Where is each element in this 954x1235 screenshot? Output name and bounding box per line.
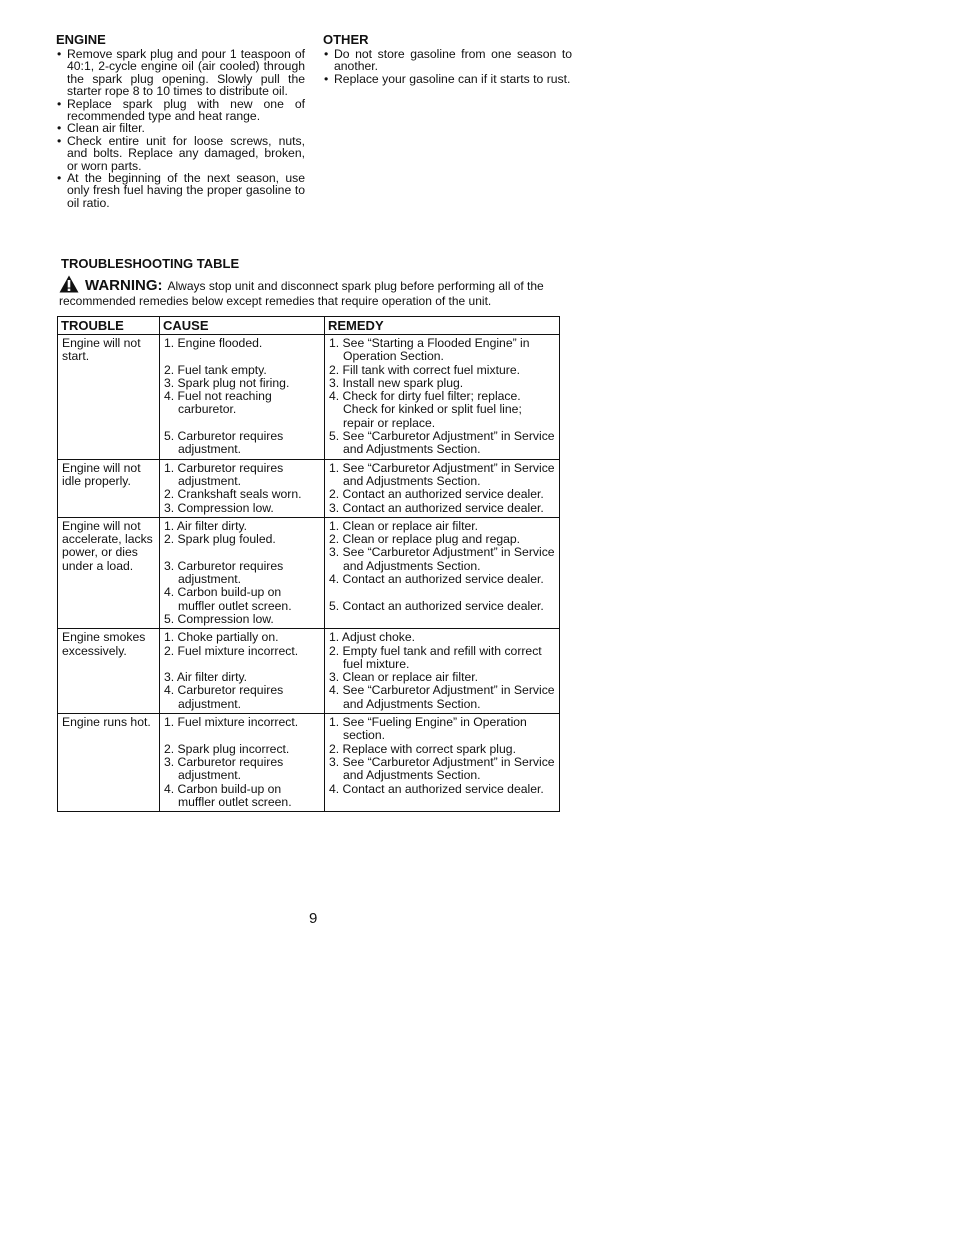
spacer — [164, 729, 321, 742]
cause-item: 2. Fuel mixture incorrect. — [164, 643, 299, 658]
trouble-cell: Engine will not idle properly. — [58, 459, 160, 517]
remedy-item: 2. Contact an authorized service dealer. — [329, 487, 544, 502]
page-number: 9 — [309, 910, 318, 927]
other-section — [323, 32, 572, 85]
remedy-cell — [325, 459, 560, 517]
remedy-item: 1. Clean or replace air filter. — [329, 518, 479, 533]
spacer — [164, 546, 321, 559]
cause-item: 1. Air filter dirty. — [164, 518, 248, 533]
header-cause: CAUSE — [160, 317, 325, 335]
warning-label: WARNING: — [85, 277, 163, 294]
warning-text: Always stop unit and disconnect spark plug before performing all of the recommended remedies below except remedies that require operation of the unit. — [59, 279, 544, 308]
remedy-cell — [325, 629, 560, 714]
warning-triangle-icon — [59, 275, 79, 293]
remedy-item: 1. See “Starting a Flooded Engine” in Operation Section. — [329, 336, 530, 364]
remedy-item: 3. See “Carburetor Adjustment” in Service and Adjustments Section. — [329, 754, 555, 783]
cause-item: 3. Air filter dirty. — [164, 670, 248, 685]
cause-item: 3. Carburetor requires adjustment. — [164, 754, 284, 783]
remedy-item: 4. See “Carburetor Adjustment” in Service and Adjustments Section. — [329, 683, 555, 711]
cause-item: 3. Carburetor requires adjustment. — [164, 558, 284, 587]
remedy-item: 1. See “Fueling Engine” in Operation section. — [329, 715, 527, 743]
cause-item: 5. Compression low. — [164, 611, 274, 626]
remedy-item: 3. Install new spark plug. — [329, 375, 464, 390]
remedy-item: 2. Replace with correct spark plug. — [329, 741, 516, 756]
engine-heading: ENGINE — [56, 32, 106, 47]
list-item: • Do not store gasoline from one season to another. — [323, 48, 572, 73]
troubleshooting-title: TROUBLESHOOTING TABLE — [61, 256, 240, 271]
remedy-item: 3. Clean or replace air filter. — [329, 670, 479, 685]
remedy-item: 2. Clean or replace plug and regap. — [329, 532, 521, 547]
table-row — [58, 517, 560, 628]
remedy-item: 5. See “Carburetor Adjustment” in Service and Adjustments Section. — [329, 429, 555, 457]
remedy-item: 2. Empty fuel tank and refill with correct fuel mixture. — [329, 643, 542, 671]
remedy-item: 1. See “Carburetor Adjustment” in Service and Adjustments Section. — [329, 460, 555, 488]
table-header-row — [58, 317, 560, 335]
remedy-item: 4. Contact an authorized service dealer. — [329, 572, 544, 587]
cause-cell — [160, 335, 325, 460]
list-item: • Remove spark plug and pour 1 teaspoon of 40:1, 2-cycle engine oil (air cooled) through the spark plug opening. Slowly pull the starter rope 8 to 10 times to distribute oil. — [56, 48, 305, 98]
table-row — [58, 714, 560, 812]
spacer — [164, 417, 321, 430]
cause-cell — [160, 517, 325, 628]
troubleshooting-table — [57, 316, 560, 812]
remedy-item: 5. Contact an authorized service dealer. — [329, 598, 544, 613]
spacer — [329, 586, 556, 599]
troubleshooting-table-body — [58, 335, 560, 812]
list-item: • At the beginning of the next season, use only fresh fuel having the proper gasoline to oil ratio. — [56, 172, 305, 209]
trouble-cell: Engine will not start. — [58, 335, 160, 460]
remedy-item: 3. See “Carburetor Adjustment” in Service and Adjustments Section. — [329, 545, 555, 573]
list-item: • Replace spark plug with new one of recommended type and heat range. — [56, 98, 305, 123]
cause-cell — [160, 459, 325, 517]
cause-item: 2. Fuel tank empty. — [164, 362, 267, 377]
remedy-item: 3. Contact an authorized service dealer. — [329, 500, 544, 515]
table-row — [58, 335, 560, 460]
cause-item: 4. Fuel not reaching carburetor. — [164, 389, 272, 417]
engine-section — [56, 32, 305, 209]
list-item: • Replace your gasoline can if it starts to rust. — [323, 73, 572, 85]
cause-item: 5. Carburetor requires adjustment. — [164, 429, 284, 457]
cause-item: 1. Engine flooded. — [164, 336, 263, 350]
cause-item: 2. Spark plug fouled. — [164, 532, 276, 547]
cause-item: 4. Carbon build-up on muffler outlet screen. — [164, 585, 292, 613]
other-list — [323, 48, 572, 85]
cause-item: 4. Carburetor requires adjustment. — [164, 683, 284, 711]
remedy-cell — [325, 335, 560, 460]
spacer — [164, 658, 321, 671]
cause-item: 1. Choke partially on. — [164, 630, 279, 645]
trouble-cell: Engine runs hot. — [58, 714, 160, 812]
cause-item: 3. Spark plug not firing. — [164, 375, 290, 390]
cause-cell — [160, 714, 325, 812]
remedy-item: 4. Check for dirty fuel filter; replace. Check for kinked or split fuel line; repair or replace. — [329, 389, 522, 430]
header-remedy: REMEDY — [325, 317, 560, 335]
warning-notice — [59, 275, 564, 309]
remedy-item: 2. Fill tank with correct fuel mixture. — [329, 362, 520, 377]
remedy-item: 1. Adjust choke. — [329, 630, 416, 645]
cause-item: 2. Crankshaft seals worn. — [164, 487, 302, 502]
cause-item: 1. Carburetor requires adjustment. — [164, 460, 284, 488]
cause-item: 3. Compression low. — [164, 500, 274, 515]
engine-list — [56, 48, 305, 209]
trouble-cell: Engine smokes excessively. — [58, 629, 160, 714]
spacer — [164, 350, 321, 363]
other-heading: OTHER — [323, 32, 369, 47]
header-trouble: TROUBLE — [58, 317, 160, 335]
remedy-cell — [325, 517, 560, 628]
cause-item: 1. Fuel mixture incorrect. — [164, 715, 299, 730]
list-item: • Clean air filter. — [56, 122, 305, 134]
table-row — [58, 629, 560, 714]
list-item: • Check entire unit for loose screws, nuts, and bolts. Replace any damaged, broken, or worn parts. — [56, 135, 305, 172]
cause-cell — [160, 629, 325, 714]
trouble-cell: Engine will not accelerate, lacks power, or dies under a load. — [58, 517, 160, 628]
cause-item: 2. Spark plug incorrect. — [164, 741, 290, 756]
cause-item: 4. Carbon build-up on muffler outlet screen. — [164, 781, 292, 809]
remedy-cell — [325, 714, 560, 812]
remedy-item: 4. Contact an authorized service dealer. — [329, 781, 544, 796]
table-row — [58, 459, 560, 517]
